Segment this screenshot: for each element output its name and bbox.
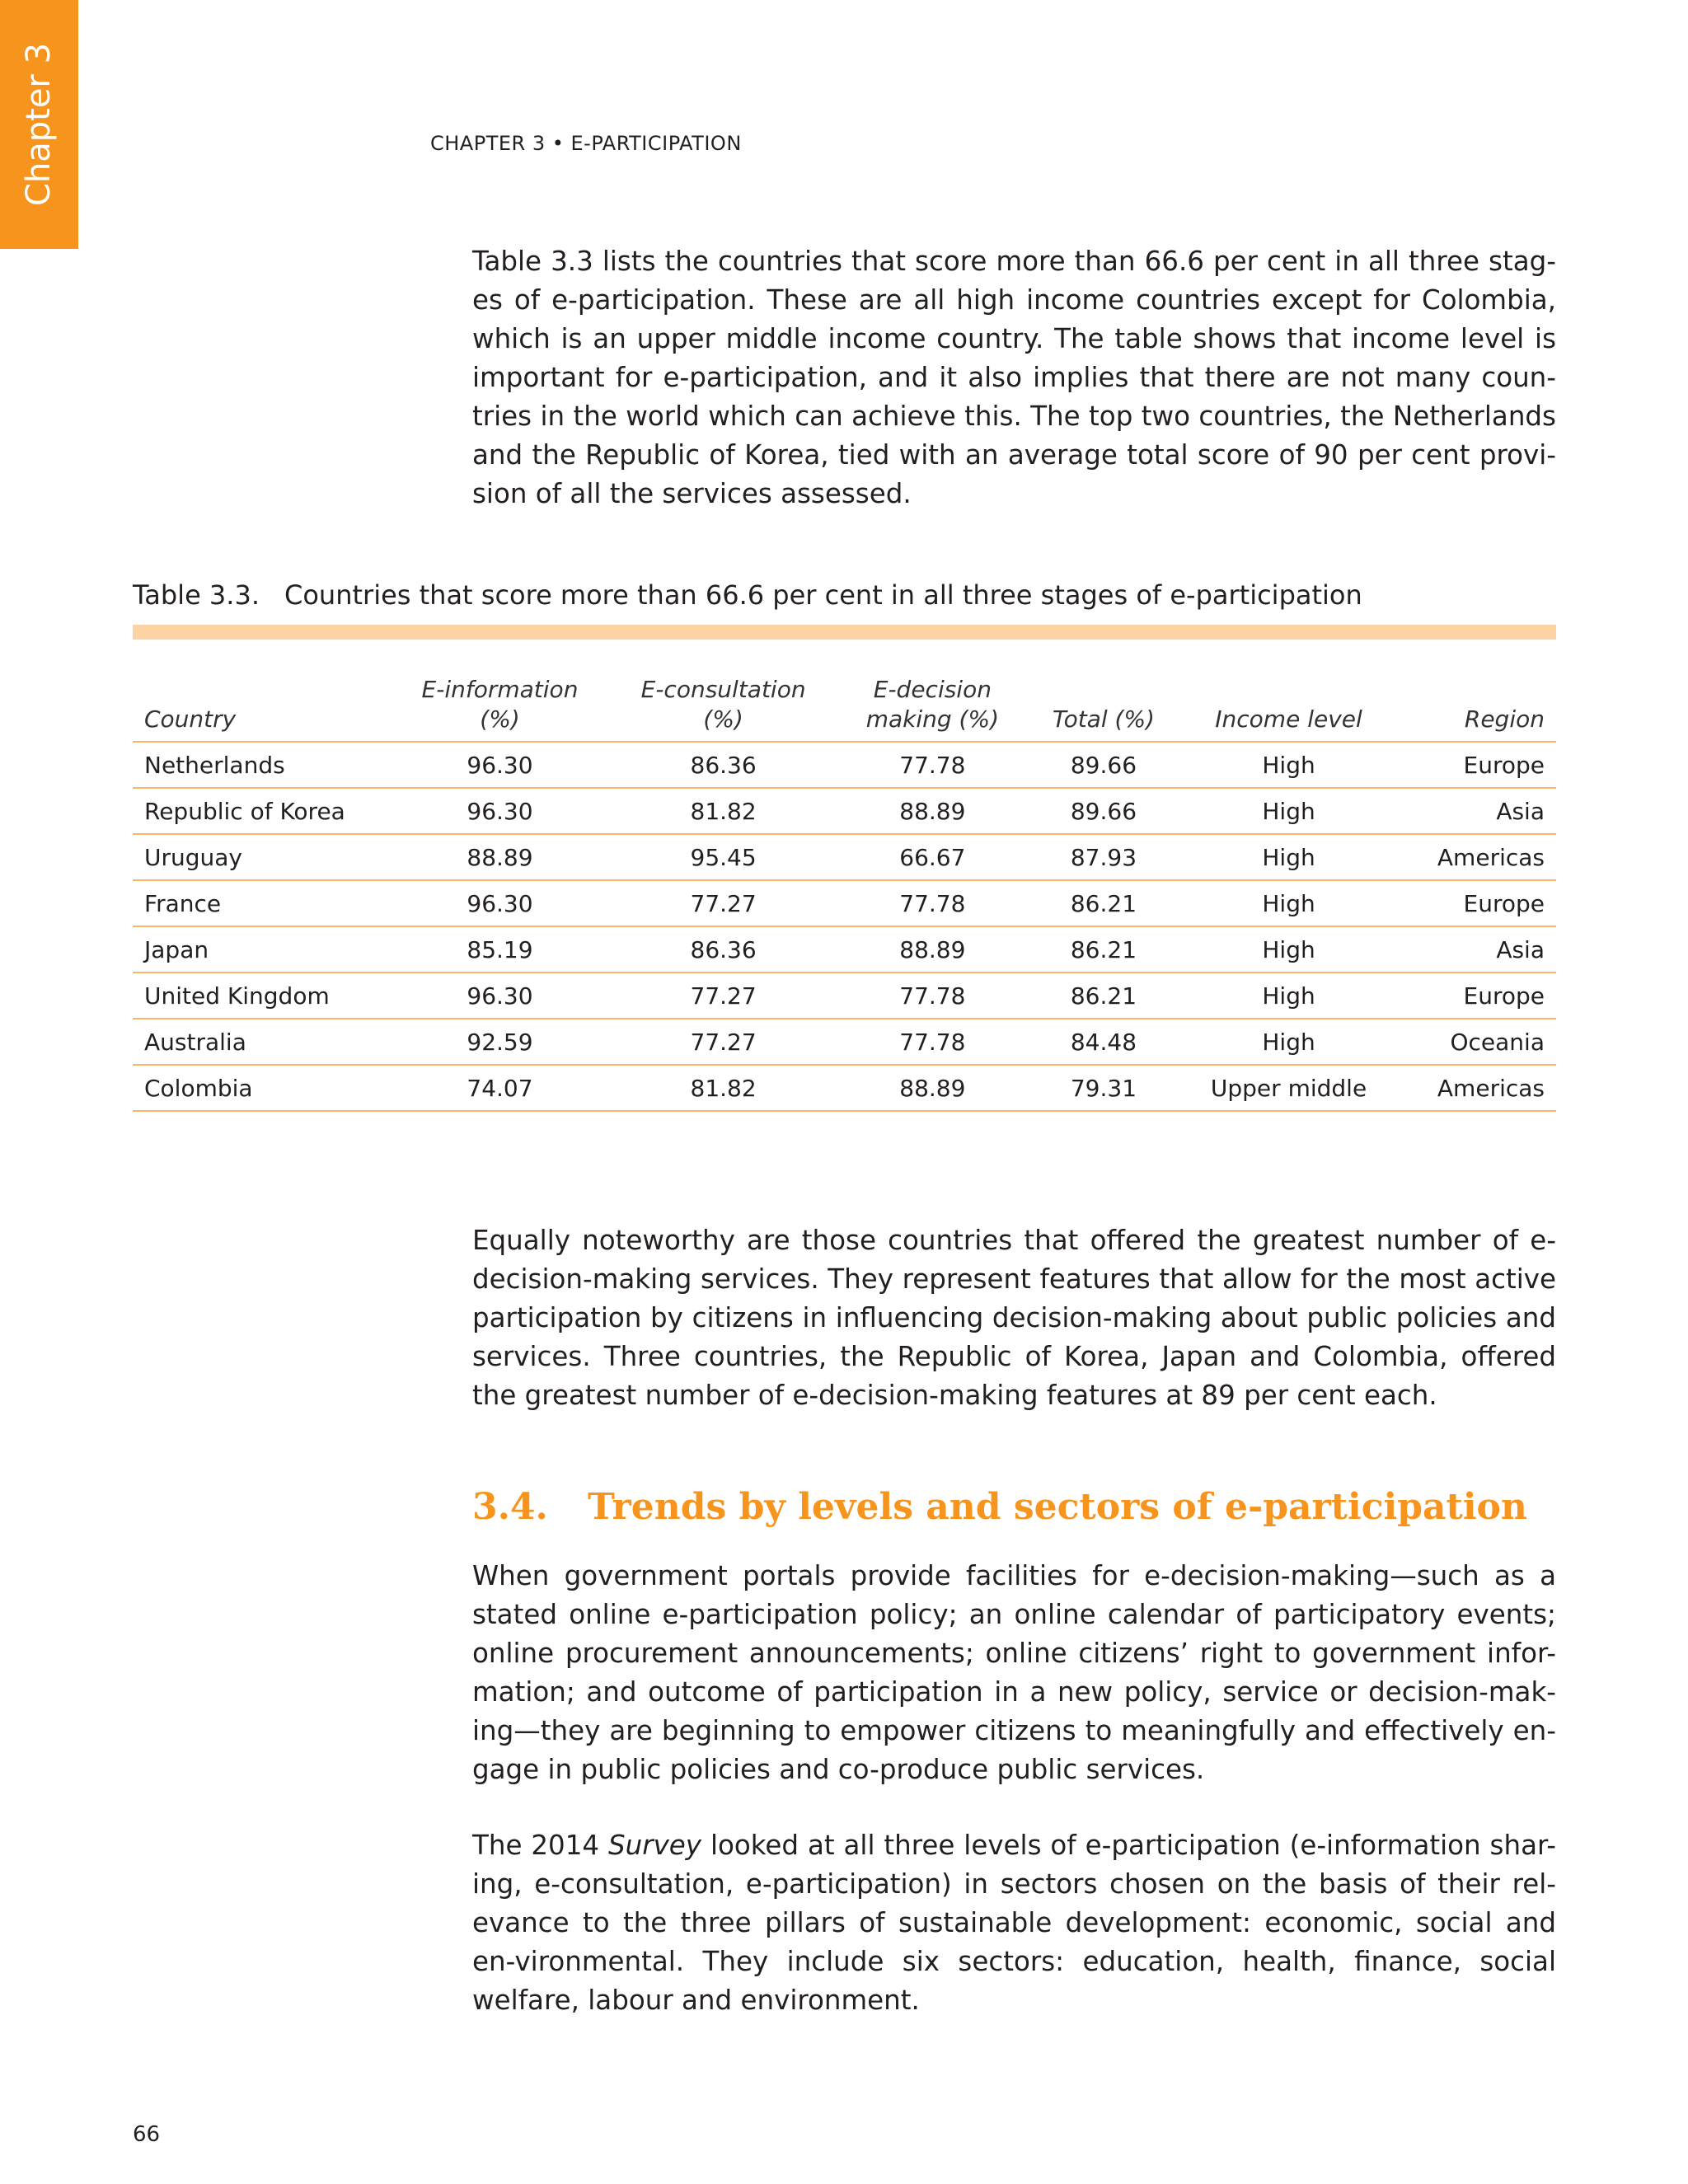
intro-paragraph: Table 3.3 lists the countries that score more than 66.6 per cent in all three stag-es of e-participation. These are all high income countries except for Colombia, which is an upper middle income country. The table shows that income level is important for e-participation, and it also implies that there are not many coun-tries in the world which can achieve this. The top two countries, the Netherlands and the Republic of Korea, tied with an average total score of 90 per cent provi-sion of all the services assessed. <box>472 246 1556 509</box>
section-title: Trends by levels and sectors of e-participation <box>588 1486 1527 1528</box>
table-header-row <box>133 663 1556 742</box>
header-e-consultation: E-consultation (%) <box>609 663 837 742</box>
cell-income-level: High <box>1179 972 1397 1019</box>
table-caption-number: Table 3.3. <box>133 579 260 611</box>
cell-country: Republic of Korea <box>133 788 391 834</box>
cell-e-decision-making: 66.67 <box>837 834 1027 880</box>
cell-total: 86.21 <box>1027 972 1179 1019</box>
cell-total: 87.93 <box>1027 834 1179 880</box>
page-number: 66 <box>133 2122 161 2147</box>
chapter-tab-label: Chapter 3 <box>20 42 58 207</box>
cell-e-decision-making: 77.78 <box>837 1019 1027 1065</box>
cell-e-information: 85.19 <box>391 926 609 972</box>
cell-e-decision-making: 88.89 <box>837 926 1027 972</box>
cell-total: 79.31 <box>1027 1065 1179 1111</box>
section-number: 3.4. <box>472 1486 548 1528</box>
header-income-level: Income level <box>1179 663 1397 742</box>
cell-total: 86.21 <box>1027 926 1179 972</box>
cell-income-level: High <box>1179 1019 1397 1065</box>
cell-region: Europe <box>1398 972 1556 1019</box>
cell-e-consultation: 77.27 <box>609 1019 837 1065</box>
cell-income-level: High <box>1179 880 1397 926</box>
cell-e-decision-making: 88.89 <box>837 1065 1027 1111</box>
table-row <box>133 880 1556 926</box>
cell-income-level: High <box>1179 834 1397 880</box>
header-region: Region <box>1398 663 1556 742</box>
cell-total: 89.66 <box>1027 742 1179 788</box>
cell-e-consultation: 81.82 <box>609 1065 837 1111</box>
cell-region: Oceania <box>1398 1019 1556 1065</box>
cell-region: Americas <box>1398 834 1556 880</box>
table-header-bar <box>133 625 1556 640</box>
table-row <box>133 834 1556 880</box>
cell-income-level: Upper middle <box>1179 1065 1397 1111</box>
cell-country: Colombia <box>133 1065 391 1111</box>
cell-e-consultation: 95.45 <box>609 834 837 880</box>
cell-e-decision-making: 88.89 <box>837 788 1027 834</box>
cell-e-information: 92.59 <box>391 1019 609 1065</box>
cell-country: United Kingdom <box>133 972 391 1019</box>
survey-paragraph-rest: looked at all three levels of e-participation (e-information shar-ing, e-consultation, e-participation) in sectors chosen on the basis of their rel-evance to the three pillars of sustainable development: economic, social and en-vironmental. They include six sectors: education, health, finance, social welfare, labour and environment. <box>472 1830 1556 2016</box>
survey-paragraph <box>472 1826 1556 2020</box>
table-row <box>133 972 1556 1019</box>
cell-region: Europe <box>1398 880 1556 926</box>
cell-country: Australia <box>133 1019 391 1065</box>
cell-region: Europe <box>1398 742 1556 788</box>
cell-e-information: 96.30 <box>391 880 609 926</box>
cell-e-decision-making: 77.78 <box>837 742 1027 788</box>
cell-country: Japan <box>133 926 391 972</box>
table-caption <box>133 579 1362 611</box>
running-header: CHAPTER 3 • E-PARTICIPATION <box>430 132 742 155</box>
cell-income-level: High <box>1179 926 1397 972</box>
table-caption-text: Countries that score more than 66.6 per cent in all three stages of e-participation <box>284 579 1362 611</box>
cell-e-decision-making: 77.78 <box>837 880 1027 926</box>
header-e-decision-making: E-decision making (%) <box>837 663 1027 742</box>
section-heading <box>472 1486 1527 1528</box>
cell-e-information: 96.30 <box>391 972 609 1019</box>
portals-paragraph: When government portals provide facilities for e-decision-making—such as a stated online e-participation policy; an online calendar of participatory events; online procurement announcements; online citizens’ right to government infor-mation; and outcome of participation in a new policy, service or decision-mak-ing—they are beginning to empower citizens to meaningfully and effectively en-gage in public policies and co-produce public services. <box>472 1560 1556 1785</box>
header-total: Total (%) <box>1027 663 1179 742</box>
cell-e-consultation: 81.82 <box>609 788 837 834</box>
cell-total: 89.66 <box>1027 788 1179 834</box>
cell-region: Asia <box>1398 926 1556 972</box>
cell-e-consultation: 86.36 <box>609 926 837 972</box>
table-row <box>133 742 1556 788</box>
cell-region: Americas <box>1398 1065 1556 1111</box>
cell-e-information: 96.30 <box>391 742 609 788</box>
countries-table <box>133 663 1556 1112</box>
cell-total: 86.21 <box>1027 880 1179 926</box>
cell-total: 84.48 <box>1027 1019 1179 1065</box>
table-row <box>133 1065 1556 1111</box>
cell-e-consultation: 77.27 <box>609 972 837 1019</box>
cell-country: Uruguay <box>133 834 391 880</box>
e-decision-paragraph: Equally noteworthy are those countries that offered the greatest number of e-decision-making services. They represent features that allow for the most active participation by citizens in influencing decision-making about public policies and services. Three countries, the Republic of Korea, Japan and Colombia, offered the greatest number of e-decision-making features at 89 per cent each. <box>472 1225 1556 1411</box>
cell-region: Asia <box>1398 788 1556 834</box>
cell-e-consultation: 86.36 <box>609 742 837 788</box>
cell-e-information: 96.30 <box>391 788 609 834</box>
table-row <box>133 1019 1556 1065</box>
table-row <box>133 926 1556 972</box>
cell-income-level: High <box>1179 788 1397 834</box>
header-e-information: E-information (%) <box>391 663 609 742</box>
chapter-tab <box>0 0 78 249</box>
cell-country: Netherlands <box>133 742 391 788</box>
survey-paragraph-italic: Survey <box>607 1830 702 1861</box>
cell-e-information: 88.89 <box>391 834 609 880</box>
table-row <box>133 788 1556 834</box>
cell-income-level: High <box>1179 742 1397 788</box>
header-country: Country <box>133 663 391 742</box>
cell-e-decision-making: 77.78 <box>837 972 1027 1019</box>
cell-e-information: 74.07 <box>391 1065 609 1111</box>
cell-e-consultation: 77.27 <box>609 880 837 926</box>
survey-paragraph-lead: The 2014 <box>472 1830 608 1861</box>
cell-country: France <box>133 880 391 926</box>
